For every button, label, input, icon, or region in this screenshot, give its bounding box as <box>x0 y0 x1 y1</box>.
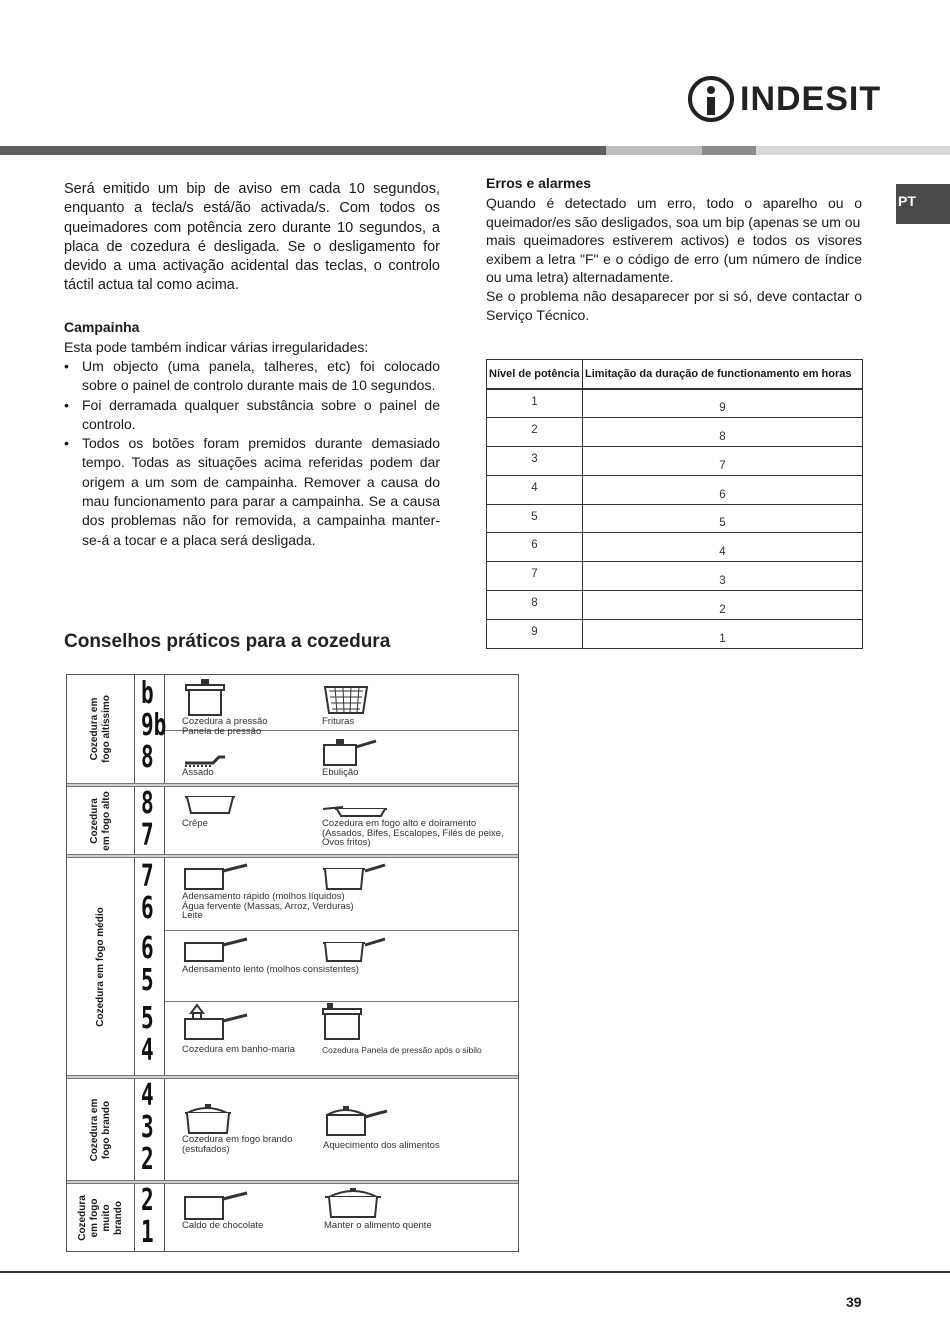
errors-text-1: Quando é detectado um erro, todo o aparelho ou o queimador/es são desligados, soa um bip (apenas se um ou <box>486 195 862 230</box>
caption-roast: Assado <box>182 767 214 778</box>
caption-crepe: Crêpe <box>182 818 208 829</box>
power-digit: 2 <box>141 1183 154 1218</box>
casserole-icon <box>183 1103 239 1137</box>
power-level-cell: 7 <box>487 562 583 591</box>
list-item: • Um objecto (uma panela, talheres, etc) foi colocado sobre o painel de controlo durante mais de 10 segundos. <box>64 357 440 396</box>
power-digit: 2 <box>141 1142 154 1177</box>
caption-pressure: Cozedura à pressão Panela de pressão <box>182 716 268 737</box>
frying-pan-icon <box>321 805 391 819</box>
bell-intro: Esta pode também indicar várias irregularidades: <box>64 339 369 355</box>
errors-paragraph <box>486 194 862 324</box>
bell-heading: Campainha <box>64 319 140 335</box>
caption-frying: Frituras <box>322 716 355 727</box>
saucepan-icon <box>183 863 249 891</box>
power-digit: 6 <box>141 891 154 926</box>
table-row <box>487 446 863 475</box>
table-row <box>487 591 863 620</box>
duration-limit-cell: 4 <box>583 533 863 562</box>
pressure-cooker-icon <box>183 677 227 717</box>
tips-heading: Conselhos práticos para a cozedura <box>64 631 391 652</box>
power-level-cell: 2 <box>487 417 583 446</box>
list-item: • Foi derramada qualquer substância sobre o painel de controlo. <box>64 396 440 435</box>
caption-boiling: Ebulição <box>322 767 359 778</box>
power-level-cell: 6 <box>487 533 583 562</box>
header-bar <box>702 146 756 155</box>
crepe-pan-icon <box>183 793 239 817</box>
language-tab: PT <box>896 184 950 224</box>
bain-marie-icon <box>183 1003 249 1041</box>
power-digit: 5 <box>141 963 154 998</box>
duration-limit-cell: 3 <box>583 562 863 591</box>
table-row <box>487 475 863 504</box>
group-label: Cozedura em fogo brando <box>88 1098 112 1161</box>
pot-icon <box>321 937 387 963</box>
indesit-logo <box>688 74 882 124</box>
caption-fast-thick: Adensamento rápido (molhos líquidos) Água fervente (Massas, Arroz, Verduras) Leite <box>182 891 354 922</box>
power-level-cell: 4 <box>487 475 583 504</box>
power-level-cell: 5 <box>487 504 583 533</box>
column-header: Limitação da duração de functionamento em horas <box>583 360 863 389</box>
caption-pressure-after: Cozedura Panela de pressão após o sibilo <box>322 1045 482 1055</box>
power-digit: 5 <box>141 1001 154 1036</box>
power-digit: 3 <box>141 1110 154 1145</box>
errors-heading: Erros e alarmes <box>486 175 592 191</box>
table-row <box>487 417 863 446</box>
logo-wordmark: INDESIT <box>740 80 882 118</box>
power-digit: 6 <box>141 931 154 966</box>
logo-i-icon <box>688 76 734 122</box>
power-level-cell: 9 <box>487 620 583 649</box>
group-very-high <box>67 675 518 783</box>
pot-icon <box>321 863 387 891</box>
casserole-icon <box>323 1187 385 1221</box>
duration-limit-cell: 6 <box>583 475 863 504</box>
power-digit: 4 <box>141 1033 154 1068</box>
group-label: Cozedura em fogo médio <box>94 906 106 1027</box>
page-number: 39 <box>846 1294 862 1310</box>
header-bar <box>0 146 606 155</box>
caption-reheat: Aquecimento dos alimentos <box>323 1140 440 1151</box>
duration-limit-cell: 9 <box>583 389 863 418</box>
errors-text-3: Se o problema não desaparecer por si só, deve contactar o Serviço Técnico. <box>486 287 862 323</box>
saucepan-icon <box>322 737 378 767</box>
duration-limit-cell: 8 <box>583 417 863 446</box>
errors-text-2: mais queimadores estiverem activos) e todos os visores exibem a letra "F" e o código de erro (um número de índice ou uma letra) alternadamente. <box>486 232 862 286</box>
power-digit: 7 <box>141 818 154 853</box>
caption-stew: Cozedura em fogo brando (estufados) <box>182 1134 293 1155</box>
cooking-chart <box>66 674 519 1252</box>
duration-limit-cell: 2 <box>583 591 863 620</box>
power-level-cell: 3 <box>487 446 583 475</box>
group-label: Cozedura em fogo muito brando <box>76 1194 124 1241</box>
header-bar <box>606 146 702 155</box>
duration-limit-cell: 5 <box>583 504 863 533</box>
saucepan-lid-icon <box>323 1105 389 1137</box>
group-label: Cozedura em fogo alto <box>88 790 112 851</box>
caption-searing: Cozedura em fogo alto e doiramento (Assados, Bifes, Escalopes, Filés de peixe, Ovos fritos) <box>322 818 504 849</box>
table-row <box>487 562 863 591</box>
power-digit: 8 <box>141 786 154 821</box>
saucepan-icon <box>183 1191 249 1221</box>
group-very-low <box>67 1184 518 1251</box>
bell-list <box>64 357 440 550</box>
caption-keep-warm: Manter o alimento quente <box>324 1220 432 1231</box>
power-level-cell: 1 <box>487 389 583 418</box>
table-row <box>487 533 863 562</box>
table-row <box>487 620 863 649</box>
group-label: Cozedura em fogo altíssimo <box>88 695 112 763</box>
duration-limit-cell: 7 <box>583 446 863 475</box>
power-digit: 7 <box>141 859 154 894</box>
caption-chocolate: Caldo de chocolate <box>182 1220 264 1231</box>
power-digit: 1 <box>141 1215 154 1250</box>
power-digit: b <box>141 676 154 711</box>
list-item: • Todos os botões foram premidos durante demasiado tempo. Todas as situações acima referidas podem dar origem a um som de campainha. Remover a causa do mau funcionamento para parar a campainha. Se a causa dos problemas não for removida, a campainha manter-se-á a tocar e a placa será desligada. <box>64 434 440 550</box>
power-digit: 8 <box>141 740 154 775</box>
duration-limit-cell: 1 <box>583 620 863 649</box>
footer-line <box>0 1271 950 1273</box>
power-digit: 9b <box>141 708 167 743</box>
table-row <box>487 504 863 533</box>
saucepan-icon <box>183 937 249 963</box>
group-low <box>67 1079 518 1180</box>
power-level-cell: 8 <box>487 591 583 620</box>
table-row <box>487 389 863 418</box>
header-bar <box>756 146 950 155</box>
power-digit: 4 <box>141 1078 154 1113</box>
column-header: Nível de potência <box>487 360 583 389</box>
caption-bain-marie: Cozedura em banho-maria <box>182 1044 296 1055</box>
pressure-cooker-icon <box>321 1003 367 1041</box>
caption-slow-thick: Adensamento lento (molhos consistentes) <box>182 964 359 975</box>
power-limit-table <box>486 359 863 649</box>
fryer-basket-icon <box>321 681 371 717</box>
intro-paragraph: Será emitido um bip de aviso em cada 10 segundos, enquanto a tecla/s está/ão activada/s. Com todos os queimadores com potência zero durante 10 segundos, a placa de cozedura é desligada. Se o desligamento for devido a uma activação acidental das teclas, o controlo táctil actua tal como acima. <box>64 181 440 294</box>
